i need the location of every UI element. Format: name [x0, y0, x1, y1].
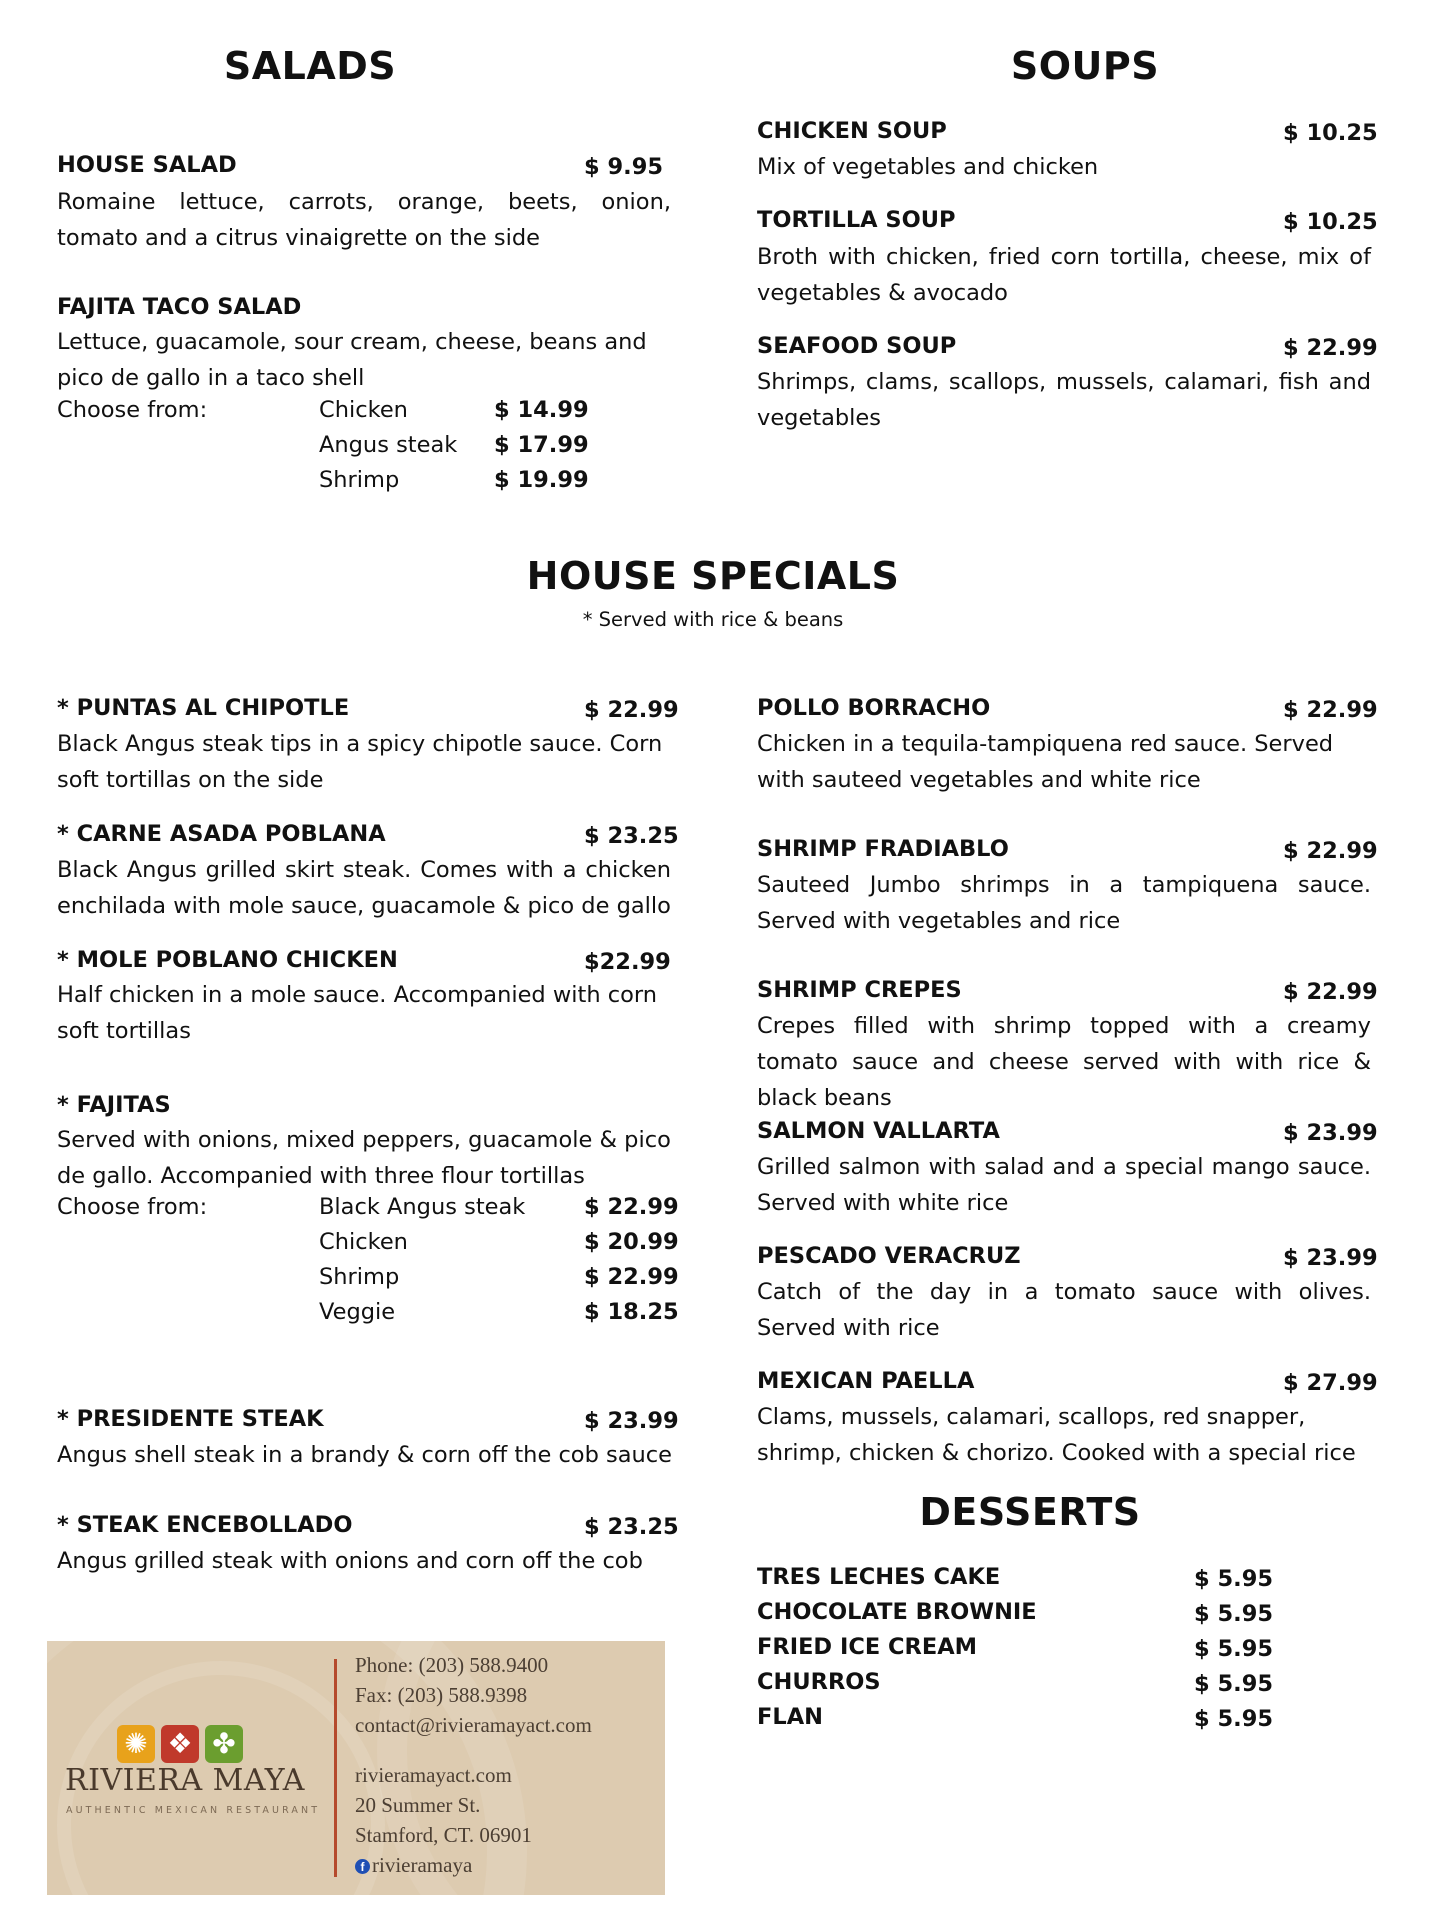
special-desc: Sauteed Jumbo shrimps in a tampiquena sauce. Served with vegetables and rice — [757, 872, 1371, 934]
special-price: $ 23.25 — [584, 1514, 679, 1540]
special-name: POLLO BORRACHO — [757, 695, 991, 721]
facebook-icon: f — [355, 1859, 370, 1874]
fajitas-option-label: Chicken — [319, 1229, 408, 1255]
dessert-price: $ 5.95 — [1194, 1706, 1274, 1732]
special-desc: Crepes filled with shrimp topped with a creamy tomato sauce and cheese served with with rice & black beans — [757, 1013, 1371, 1111]
special-desc: Half chicken in a mole sauce. Accompanied with corn soft tortillas — [57, 982, 658, 1044]
dessert-name: TRES LECHES CAKE — [757, 1564, 1001, 1590]
soup-price: $ 22.99 — [1283, 335, 1378, 361]
fajitas-option-label: Black Angus steak — [319, 1194, 526, 1220]
dessert-price: $ 5.95 — [1194, 1566, 1274, 1592]
fajita-taco-choose-label: Choose from: — [57, 397, 208, 423]
business-card — [47, 1641, 665, 1895]
salad-option-price: $ 17.99 — [494, 432, 589, 458]
special-name: * CARNE ASADA POBLANA — [57, 821, 386, 847]
fajitas-option-price: $ 22.99 — [584, 1194, 679, 1220]
card-street: 20 Summer St. — [355, 1793, 481, 1817]
house-salad-desc: Romaine lettuce, carrots, orange, beets, onion, tomato and a citrus vinaigrette on the side — [57, 189, 671, 251]
special-price: $ 27.99 — [1283, 1370, 1378, 1396]
special-price: $ 22.99 — [1283, 838, 1378, 864]
special-name: * MOLE POBLANO CHICKEN — [57, 947, 398, 973]
special-name: * PRESIDENTE STEAK — [57, 1406, 324, 1432]
soup-desc: Shrimps, clams, scallops, mussels, calamari, fish and vegetables — [757, 369, 1371, 431]
salad-option-label: Chicken — [319, 397, 408, 423]
soup-name: TORTILLA SOUP — [757, 207, 956, 233]
special-name: SHRIMP FRADIABLO — [757, 836, 1009, 862]
card-phone: Phone: (203) 588.9400 — [355, 1653, 549, 1677]
salad-option-price: $ 19.99 — [494, 467, 589, 493]
house-salad-name: HOUSE SALAD — [57, 152, 237, 178]
served-with-note: * Served with rice & beans — [582, 608, 844, 631]
dessert-name: FLAN — [757, 1704, 823, 1730]
special-name: SALMON VALLARTA — [757, 1118, 1000, 1144]
special-price: $ 22.99 — [1283, 979, 1378, 1005]
card-fax: Fax: (203) 588.9398 — [355, 1683, 528, 1707]
salad-option-label: Shrimp — [319, 467, 400, 493]
special-desc: Chicken in a tequila-tampiquena red sauce. Served with sauteed vegetables and white rice — [757, 731, 1334, 793]
special-price: $ 23.99 — [1283, 1120, 1378, 1146]
dessert-name: CHURROS — [757, 1669, 881, 1695]
soup-name: CHICKEN SOUP — [757, 118, 947, 144]
salads-heading: SALADS — [223, 44, 397, 88]
special-name: SHRIMP CREPES — [757, 977, 962, 1003]
special-desc: Angus shell steak in a brandy & corn off the cob sauce — [57, 1442, 672, 1468]
special-desc: Catch of the day in a tomato sauce with olives. Served with rice — [757, 1279, 1371, 1341]
soup-name: SEAFOOD SOUP — [757, 333, 957, 359]
special-desc: Black Angus steak tips in a spicy chipotle sauce. Corn soft tortillas on the side — [57, 731, 663, 793]
house-salad-price: $ 9.95 — [584, 154, 664, 180]
maya-glyph-red-icon: ❖ — [161, 1725, 199, 1763]
soup-price: $ 10.25 — [1283, 120, 1378, 146]
special-name: * PUNTAS AL CHIPOTLE — [57, 695, 350, 721]
card-social[interactable] — [355, 1853, 472, 1878]
fajitas-desc: Served with onions, mixed peppers, guacamole & pico de gallo. Accompanied with three flour tortillas — [57, 1127, 671, 1189]
maya-glyph-yellow-icon: ✺ — [117, 1725, 155, 1763]
card-website[interactable]: rivieramayact.com — [355, 1763, 512, 1787]
fajita-taco-salad-desc: Lettuce, guacamole, sour cream, cheese, beans and pico de gallo in a taco shell — [57, 329, 647, 391]
fajitas-option-price: $ 20.99 — [584, 1229, 679, 1255]
card-social-handle: rivieramaya — [372, 1853, 473, 1877]
special-name: PESCADO VERACRUZ — [757, 1243, 1021, 1269]
logo-name: RIVIERA MAYA — [65, 1763, 305, 1798]
special-price: $ 22.99 — [1283, 697, 1378, 723]
special-price: $ 22.99 — [584, 697, 679, 723]
special-name: * STEAK ENCEBOLLADO — [57, 1512, 353, 1538]
desserts-heading: DESSERTS — [919, 1490, 1141, 1534]
card-city: Stamford, CT. 06901 — [355, 1823, 532, 1847]
special-price: $ 23.25 — [584, 823, 679, 849]
fajitas-option-price: $ 22.99 — [584, 1264, 679, 1290]
card-email[interactable]: contact@rivieramayact.com — [355, 1713, 592, 1737]
dessert-name: CHOCOLATE BROWNIE — [757, 1599, 1037, 1625]
fajita-taco-salad-name: FAJITA TACO SALAD — [57, 294, 302, 320]
card-divider — [334, 1659, 337, 1877]
special-price: $ 23.99 — [1283, 1245, 1378, 1271]
special-desc: Angus grilled steak with onions and corn off the cob — [57, 1548, 643, 1574]
special-price: $22.99 — [584, 949, 671, 975]
fajitas-choose-label: Choose from: — [57, 1194, 208, 1220]
dessert-price: $ 5.95 — [1194, 1601, 1274, 1627]
special-price: $ 23.99 — [584, 1408, 679, 1434]
special-name: MEXICAN PAELLA — [757, 1368, 975, 1394]
dessert-price: $ 5.95 — [1194, 1671, 1274, 1697]
maya-glyph-green-icon: ✤ — [205, 1725, 243, 1763]
salad-option-label: Angus steak — [319, 432, 458, 458]
fajitas-name: * FAJITAS — [57, 1092, 171, 1118]
fajitas-option-price: $ 18.25 — [584, 1299, 679, 1325]
salad-option-price: $ 14.99 — [494, 397, 589, 423]
house-specials-heading: HOUSE SPECIALS — [526, 554, 900, 598]
dessert-price: $ 5.95 — [1194, 1636, 1274, 1662]
logo-tagline: AUTHENTIC MEXICAN RESTAURANT — [66, 1805, 321, 1816]
fajitas-option-label: Shrimp — [319, 1264, 400, 1290]
soups-heading: SOUPS — [1010, 44, 1160, 88]
dessert-name: FRIED ICE CREAM — [757, 1634, 978, 1660]
special-desc: Grilled salmon with salad and a special mango sauce. Served with white rice — [757, 1154, 1371, 1216]
soup-price: $ 10.25 — [1283, 209, 1378, 235]
soup-desc: Mix of vegetables and chicken — [757, 154, 1099, 180]
special-desc: Clams, mussels, calamari, scallops, red snapper, shrimp, chicken & chorizo. Cooked with a special rice — [757, 1404, 1356, 1466]
soup-desc: Broth with chicken, fried corn tortilla, cheese, mix of vegetables & avocado — [757, 244, 1371, 306]
fajitas-option-label: Veggie — [319, 1299, 396, 1325]
special-desc: Black Angus grilled skirt steak. Comes with a chicken enchilada with mole sauce, guacamole & pico de gallo — [57, 857, 671, 919]
